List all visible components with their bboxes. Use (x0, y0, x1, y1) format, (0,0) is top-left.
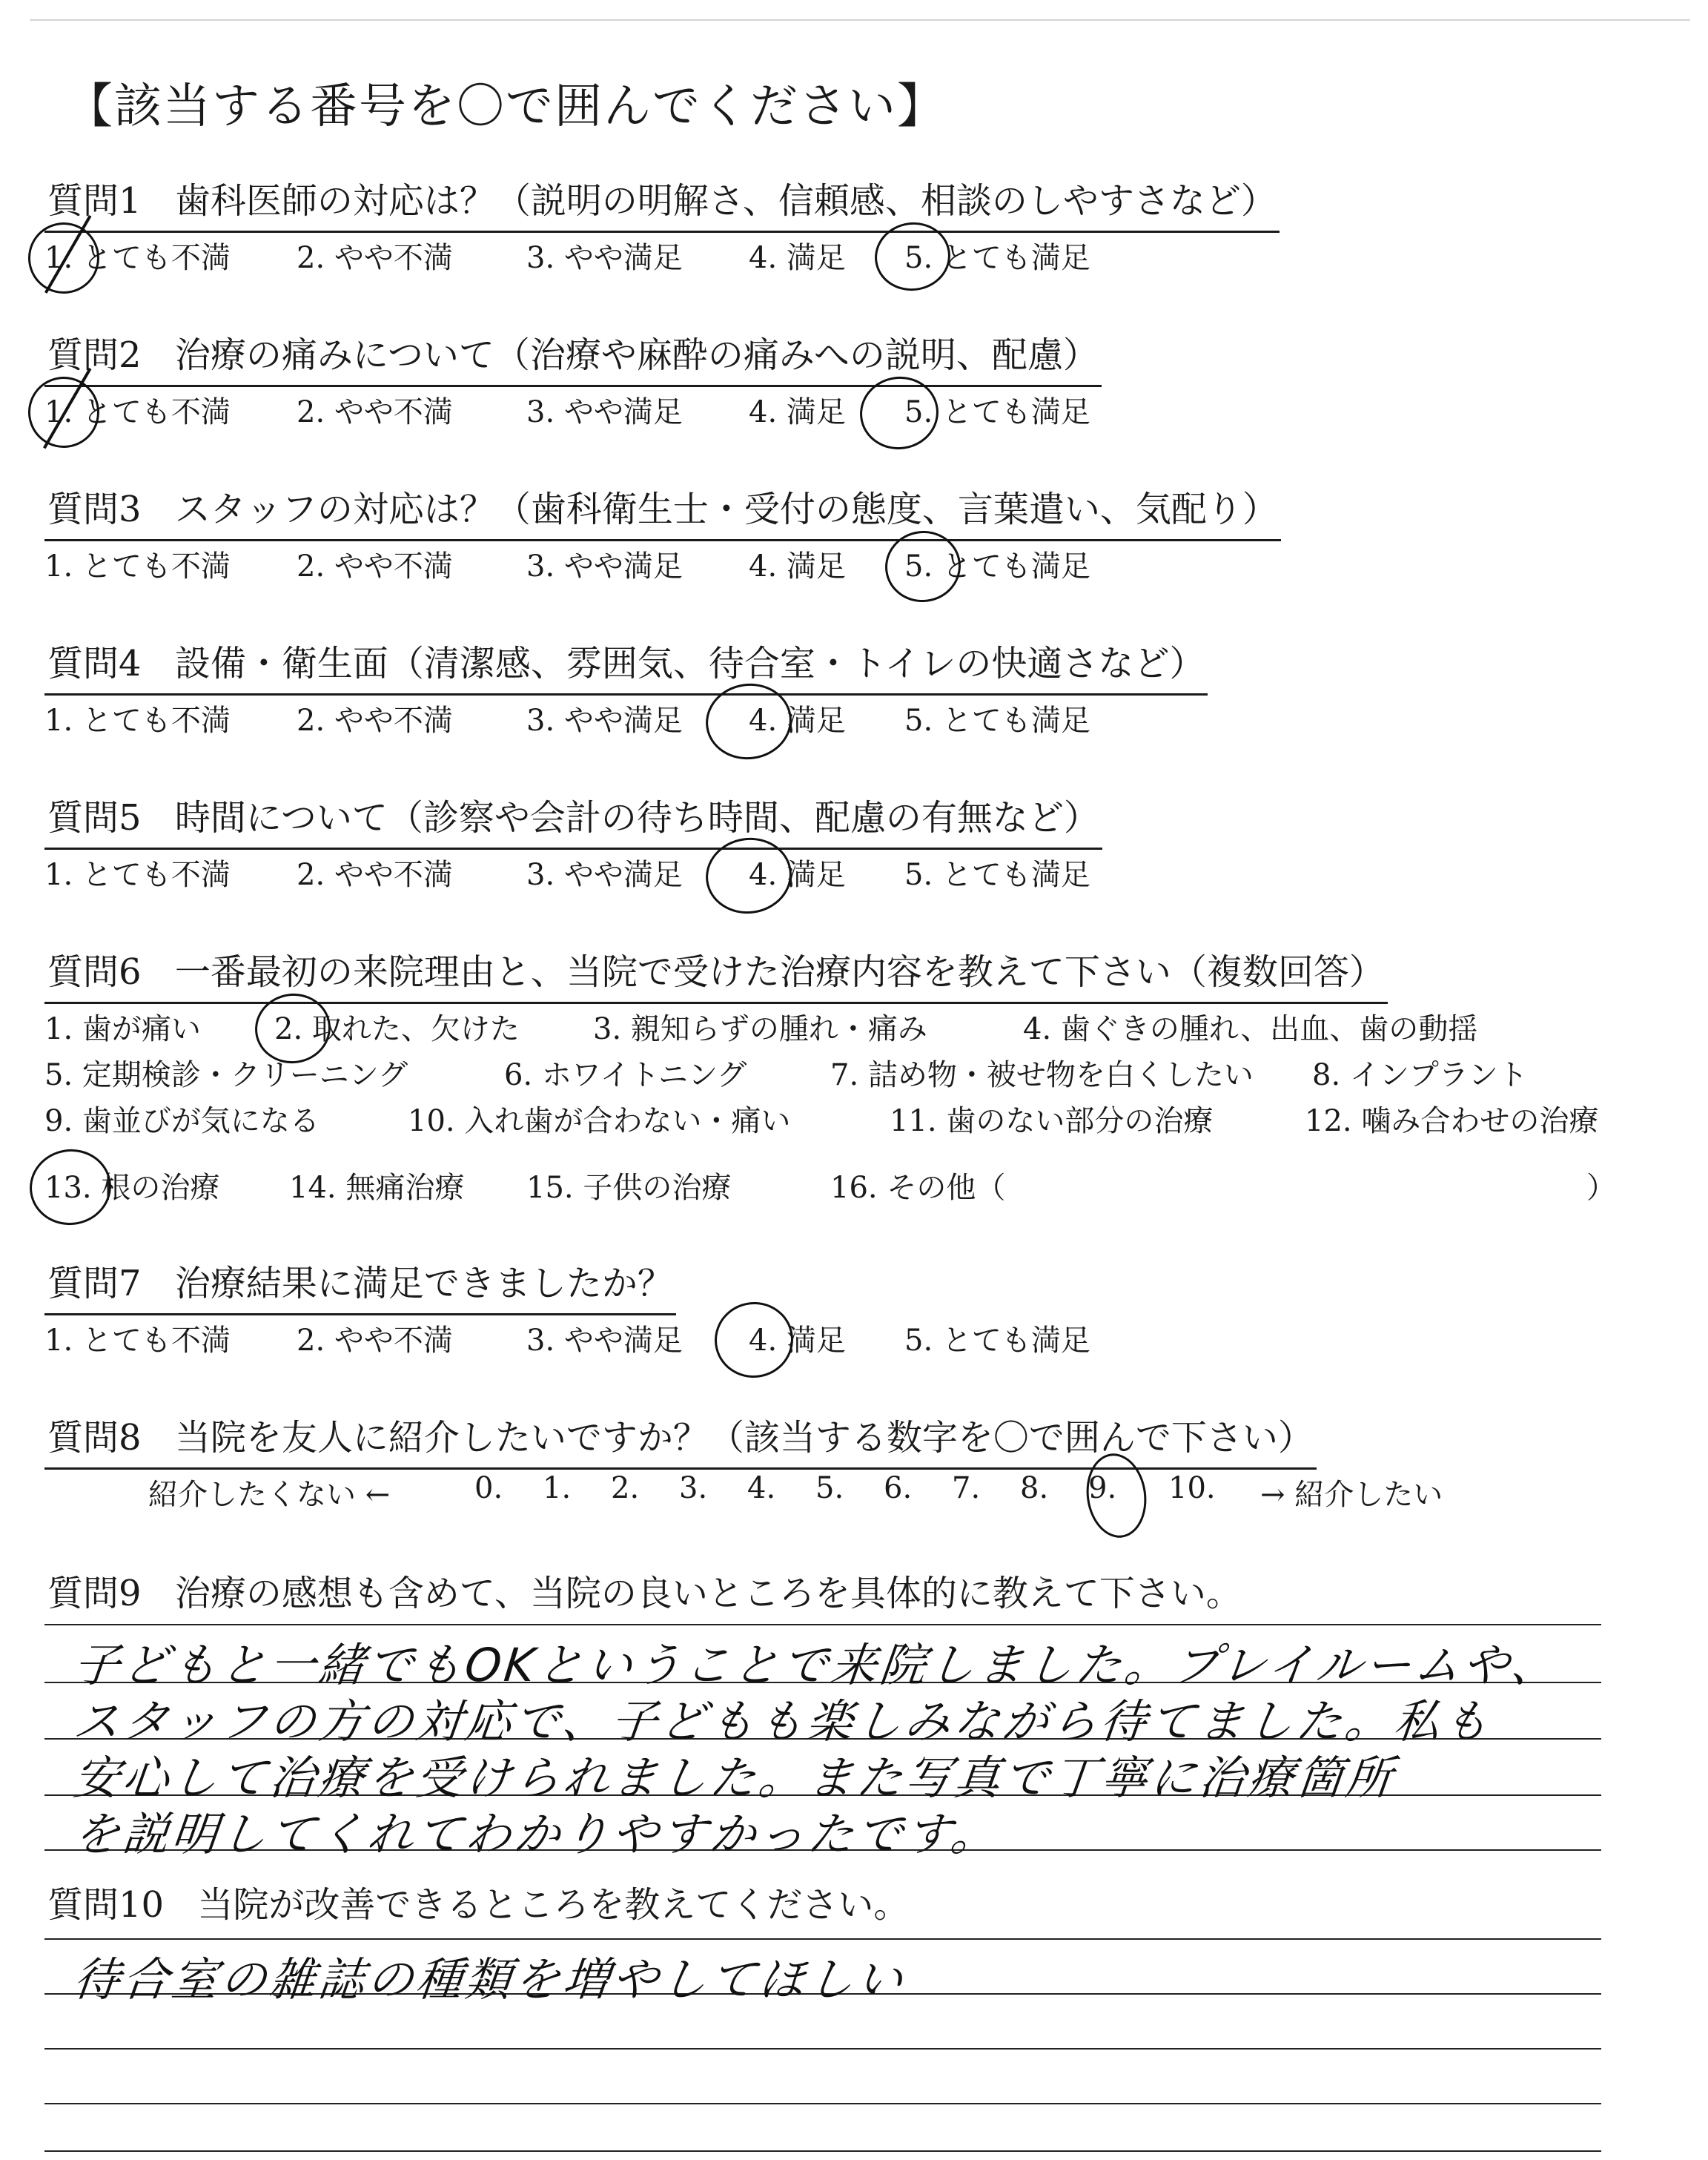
scale-7[interactable]: 7. (952, 1471, 981, 1505)
handwritten-answer-line: 待合室の雑誌の種類を増やしてほしい (70, 1952, 909, 2007)
selection-circle (709, 1297, 798, 1383)
option-1[interactable]: 1. とても不満 (44, 241, 231, 275)
answer-line (44, 2103, 1601, 2104)
option-3[interactable]: 3. やや満足 (526, 858, 683, 892)
answer-line (44, 1624, 1601, 1625)
answer-line (44, 1938, 1601, 1940)
question-text: 治療の感想も含めて、当院の良いところを具体的に教えて下さい。 (174, 1573, 1242, 1614)
scale-3[interactable]: 3. (679, 1471, 708, 1505)
option-2[interactable]: 2. やや不満 (297, 241, 453, 275)
scale-2[interactable]: 2. (611, 1471, 640, 1505)
option-3[interactable]: 3. やや満足 (526, 241, 683, 275)
question-7 (44, 1255, 676, 1315)
scale-1[interactable]: 1. (543, 1471, 572, 1505)
question-4 (44, 635, 1208, 696)
reason-2[interactable]: 2. 取れた、欠けた (274, 1012, 520, 1046)
option-2[interactable]: 2. やや不満 (297, 395, 453, 429)
reason-6[interactable]: 6. ホワイトニング (504, 1058, 747, 1092)
option-2[interactable]: 2. やや不満 (297, 1324, 453, 1358)
option-1[interactable]: 1. とても不満 (44, 1324, 231, 1358)
question-text: 治療の痛みについて（治療や麻酔の痛みへの説明、配慮） (174, 334, 1099, 376)
answer-line (44, 2048, 1601, 2050)
scale-0[interactable]: 0. (474, 1471, 503, 1505)
option-4[interactable]: 4. 満足 (749, 549, 846, 584)
question-10 (44, 1876, 912, 1935)
question-text: 時間について（診察や会計の待ち時間、配慮の有無など） (174, 797, 1099, 839)
option-5[interactable]: 5. とても満足 (904, 241, 1090, 275)
scale-9[interactable]: 9. (1088, 1471, 1117, 1505)
q1-options (44, 234, 1675, 279)
scale-8[interactable]: 8. (1020, 1471, 1049, 1505)
question-label: 質問2 (47, 334, 142, 376)
question-text: 一番最初の来院理由と、当院で受けた治療内容を教えて下さい（複数回答） (174, 951, 1385, 993)
q6-row-3 (44, 1097, 1675, 1142)
question-label: 質問1 (47, 180, 142, 222)
question-6 (44, 943, 1388, 1004)
question-label: 質問10 (47, 1884, 165, 1926)
scale-left-label: 紹介したくない ← (148, 1478, 391, 1512)
scale-10[interactable]: 10. (1168, 1471, 1216, 1505)
option-1[interactable]: 1. とても不満 (44, 395, 231, 429)
option-4[interactable]: 4. 満足 (749, 241, 846, 275)
option-5[interactable]: 5. とても満足 (904, 704, 1090, 738)
question-text: 治療結果に満足できましたか？ (174, 1263, 673, 1304)
reason-10[interactable]: 10. 入れ歯が合わない・痛い (408, 1104, 791, 1138)
scale-5[interactable]: 5. (815, 1471, 844, 1505)
question-text: 歯科医師の対応は？（説明の明解さ、信頼感、相談のしやすさなど） (174, 180, 1277, 222)
reason-13[interactable]: 13. 根の治療 (44, 1171, 220, 1205)
reason-7[interactable]: 7. 詰め物・被せ物を白くしたい (830, 1058, 1254, 1092)
option-3[interactable]: 3. やや満足 (526, 549, 683, 584)
reason-8[interactable]: 8. インプラント (1312, 1058, 1528, 1092)
handwritten-answer-line: スタッフの方の対応で、子どもも楽しみながら待てました。私も (70, 1694, 1495, 1748)
option-5[interactable]: 5. とても満足 (904, 549, 1090, 584)
question-label: 質問3 (47, 489, 142, 530)
question-label: 質問6 (47, 951, 142, 993)
option-2[interactable]: 2. やや不満 (297, 549, 453, 584)
q8-scale (148, 1471, 1557, 1516)
option-1[interactable]: 1. とても不満 (44, 858, 231, 892)
question-9 (44, 1565, 1245, 1623)
reason-12[interactable]: 12. 噛み合わせの治療 (1305, 1104, 1599, 1138)
reason-9[interactable]: 9. 歯並びが気になる (44, 1104, 320, 1138)
option-5[interactable]: 5. とても満足 (904, 858, 1090, 892)
question-text: スタッフの対応は？（歯科衛生士・受付の態度、言葉遣い、気配り） (174, 489, 1278, 530)
option-5[interactable]: 5. とても満足 (904, 395, 1090, 429)
handwritten-answer-line: 子どもと一緒でもOKということで来院しました。プレイルームや、 (70, 1638, 1563, 1692)
reason-1[interactable]: 1. 歯が痛い (44, 1012, 201, 1046)
scale-right-label: → 紹介したい (1260, 1478, 1443, 1512)
question-5 (44, 789, 1102, 850)
option-4[interactable]: 4. 満足 (749, 704, 846, 738)
selection-circle (24, 1144, 116, 1230)
option-4[interactable]: 4. 満足 (749, 1324, 846, 1358)
question-label: 質問7 (47, 1263, 142, 1304)
option-5[interactable]: 5. とても満足 (904, 1324, 1090, 1358)
option-1[interactable]: 1. とても不満 (44, 704, 231, 738)
q6-row-4 (44, 1164, 1675, 1209)
reason-14[interactable]: 14. 無痛治療 (289, 1171, 465, 1205)
option-1[interactable]: 1. とても不満 (44, 549, 231, 584)
q3-options (44, 543, 1675, 587)
other-close-paren: ） (1586, 1171, 1616, 1205)
reason-11[interactable]: 11. 歯のない部分の治療 (890, 1104, 1214, 1138)
option-2[interactable]: 2. やや不満 (297, 704, 453, 738)
top-rule (30, 19, 1690, 21)
q4-options (44, 697, 1675, 742)
q5-options (44, 851, 1675, 896)
reason-4[interactable]: 4. 歯ぐきの腫れ、出血、歯の動揺 (1023, 1012, 1478, 1046)
question-label: 質問9 (47, 1573, 142, 1614)
question-label: 質問4 (47, 643, 142, 684)
scale-4[interactable]: 4. (747, 1471, 776, 1505)
handwritten-answer-line: を説明してくれてわかりやすかったです。 (70, 1807, 1003, 1861)
reason-5[interactable]: 5. 定期検診・クリーニング (44, 1058, 408, 1092)
question-3 (44, 480, 1281, 541)
q7-options (44, 1317, 1675, 1361)
question-text: 設備・衛生面（清潔感、雰囲気、待合室・トイレの快適さなど） (174, 643, 1205, 684)
question-text: 当院が改善できるところを教えてください。 (197, 1884, 910, 1926)
scale-6[interactable]: 6. (884, 1471, 913, 1505)
reason-16[interactable]: 16. その他（ (830, 1171, 1006, 1205)
reason-15[interactable]: 15. 子供の治療 (526, 1171, 732, 1205)
answer-line (44, 2150, 1601, 2152)
option-3[interactable]: 3. やや満足 (526, 1324, 683, 1358)
question-label: 質問8 (47, 1417, 142, 1459)
question-text: 当院を友人に紹介したいですか？（該当する数字を〇で囲んで下さい） (174, 1417, 1314, 1459)
question-label: 質問5 (47, 797, 142, 839)
option-3[interactable]: 3. やや満足 (526, 704, 683, 738)
handwritten-answer-line: 安心して治療を受けられました。また写真で丁寧に治療箇所 (70, 1751, 1398, 1805)
option-3[interactable]: 3. やや満足 (526, 395, 683, 429)
option-4[interactable]: 4. 満足 (749, 858, 846, 892)
reason-3[interactable]: 3. 親知らずの腫れ・痛み (593, 1012, 927, 1046)
page-title: 【該当する番号を〇で囲んでください】 (65, 79, 946, 134)
option-2[interactable]: 2. やや不満 (297, 858, 453, 892)
question-2 (44, 326, 1102, 387)
question-1 (44, 172, 1280, 233)
option-4[interactable]: 4. 満足 (749, 395, 846, 429)
